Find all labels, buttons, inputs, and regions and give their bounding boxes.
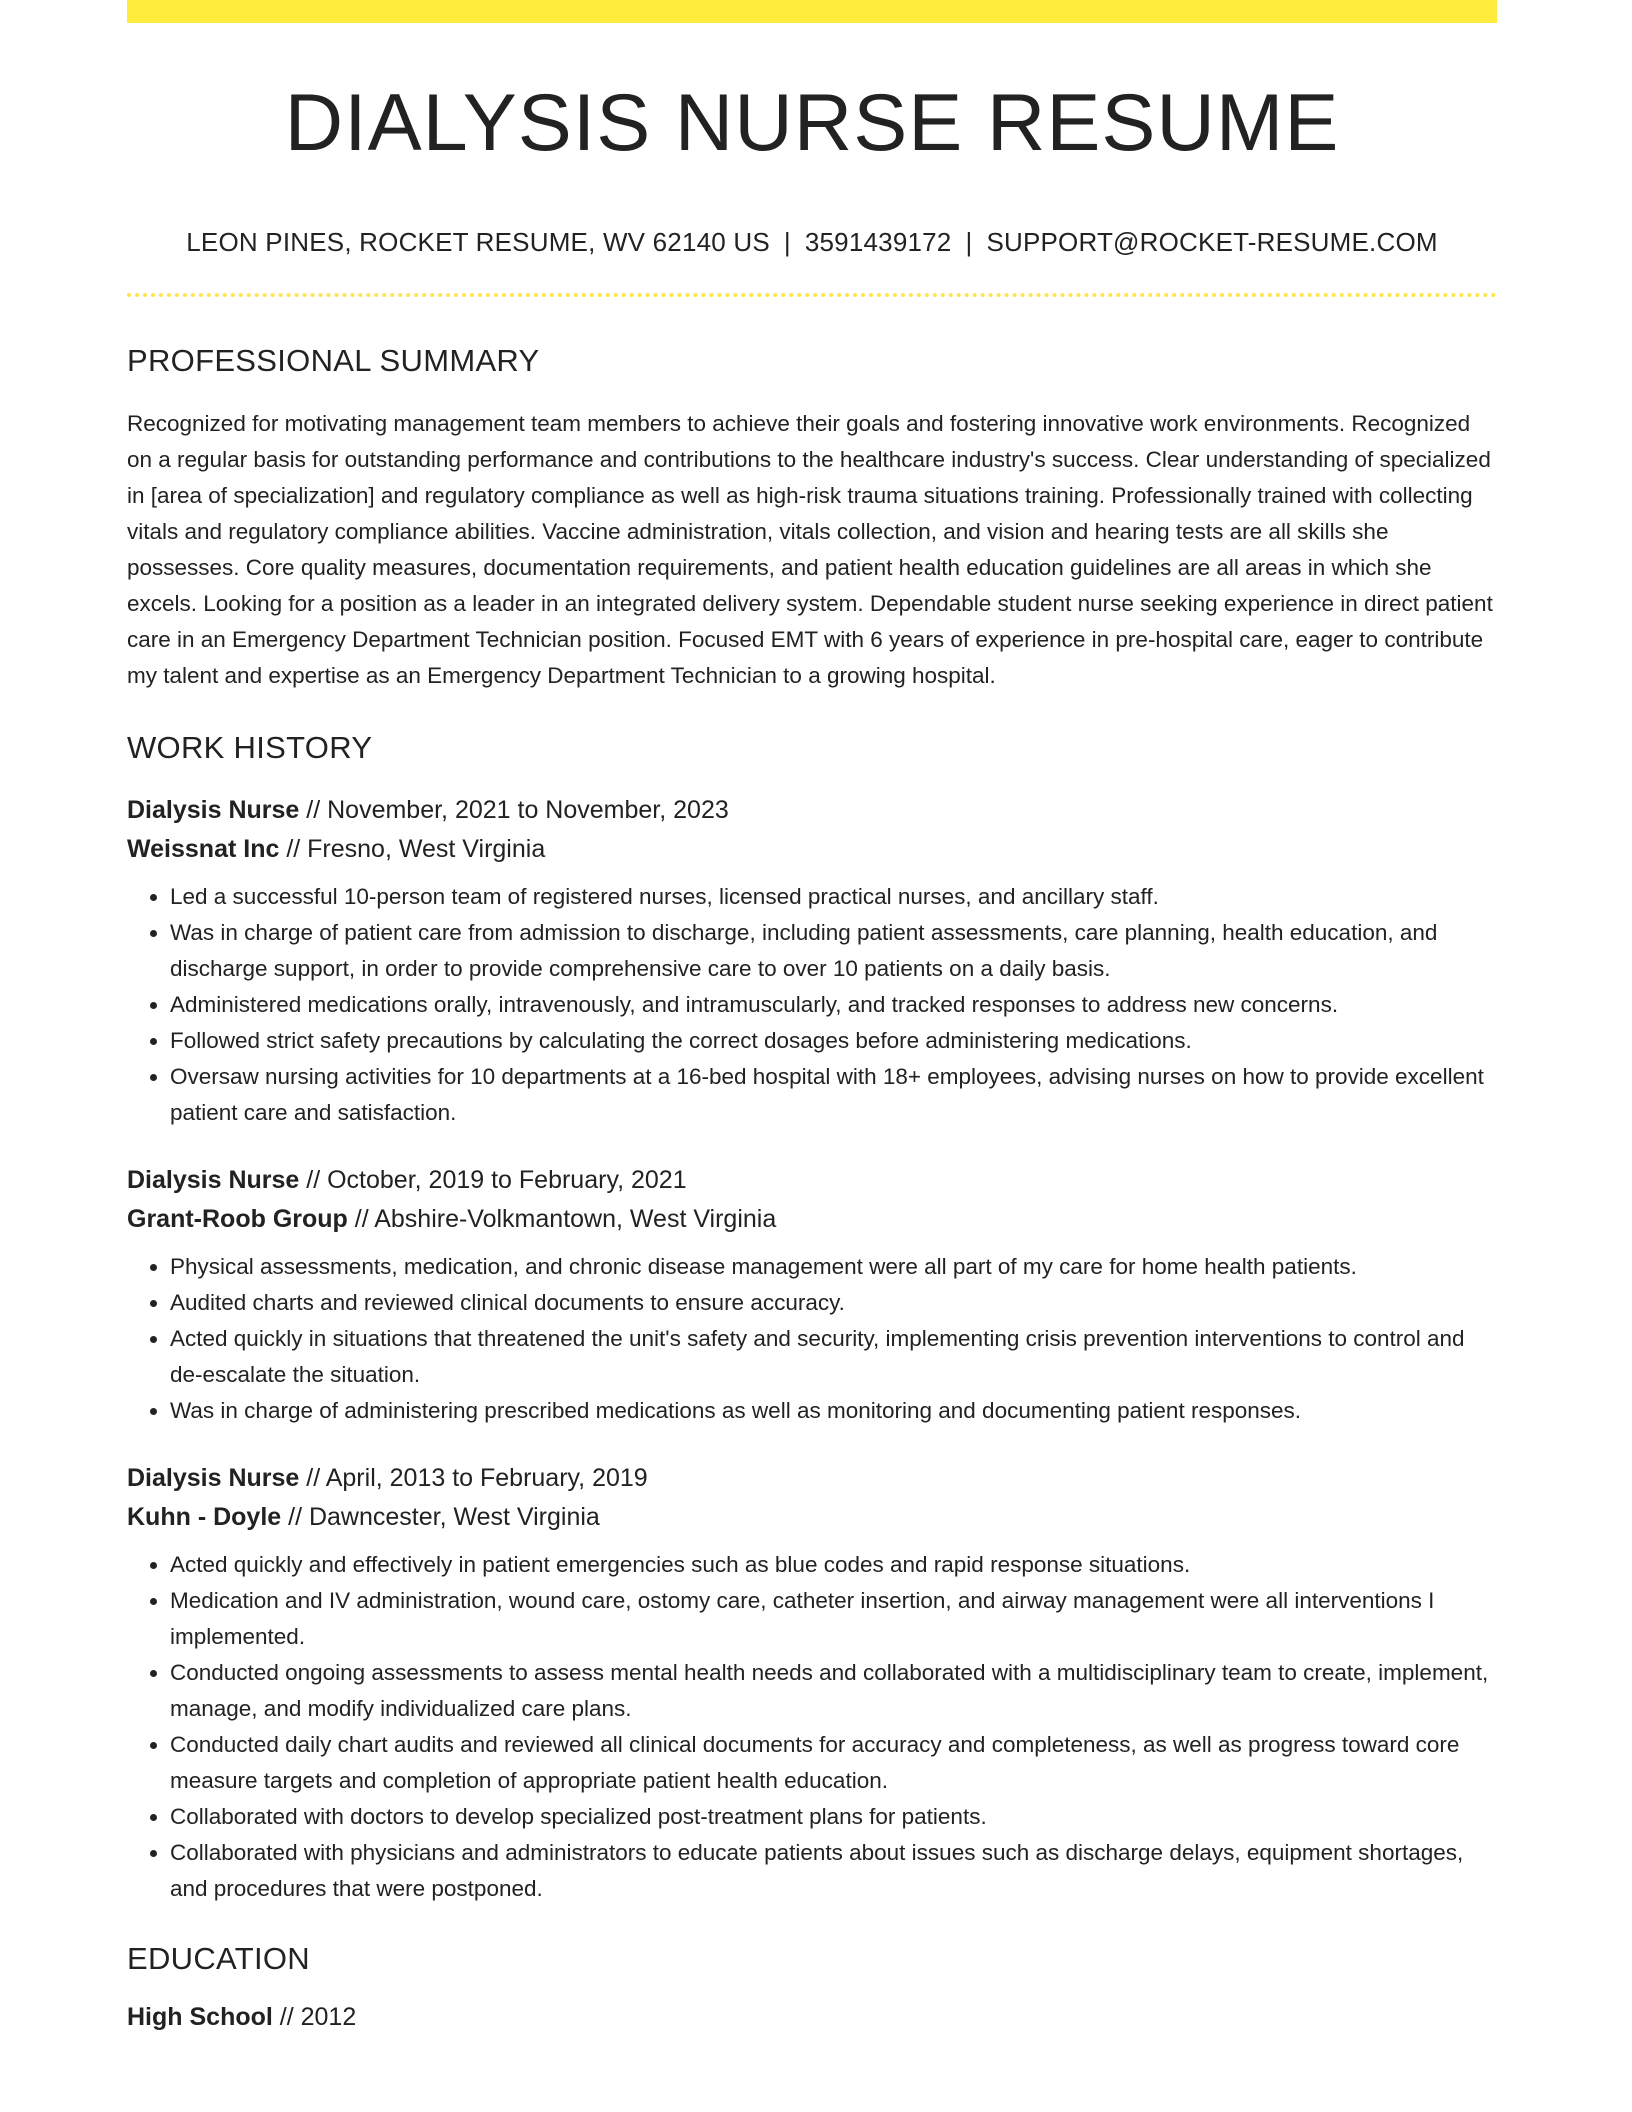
job-entry [127, 1459, 1497, 1907]
education-heading: EDUCATION [127, 1941, 310, 1976]
job-duty: • Oversaw nursing activities for 10 departments at a 16-bed hospital with 18+ employees, advising nurses on how to provide excellent patient care and satisfaction. [170, 1059, 1497, 1131]
job-title-line [127, 791, 1497, 830]
job-title: Dialysis Nurse [127, 796, 300, 824]
job-duty: • Conducted daily chart audits and reviewed all clinical documents for accuracy and completeness, as well as progress toward core measure targets and completion of appropriate patient health education. [170, 1727, 1497, 1799]
job-dates: // April, 2013 to February, 2019 [299, 1464, 648, 1492]
job-entry [127, 791, 1497, 1131]
job-duty: • Conducted ongoing assessments to assess mental health needs and collaborated with a multidisciplinary team to create, implement, manage, and modify individualized care plans. [170, 1655, 1497, 1727]
resume-title: DIALYSIS NURSE RESUME [284, 78, 1340, 168]
work-history-heading: WORK HISTORY [127, 730, 373, 765]
job-duty: • Audited charts and reviewed clinical documents to ensure accuracy. [170, 1285, 1497, 1321]
job-duty: • Acted quickly and effectively in patient emergencies such as blue codes and rapid response situations. [170, 1547, 1497, 1583]
job-company-line [127, 1200, 1497, 1239]
contact-line [127, 229, 1497, 255]
job-location: // Abshire-Volkmantown, West Virginia [347, 1205, 777, 1233]
job-duty: • Physical assessments, medication, and chronic disease management were all part of my care for home health patients. [170, 1249, 1497, 1285]
job-duty: • Followed strict safety precautions by calculating the correct dosages before administering medications. [170, 1023, 1497, 1059]
education-school: High School [127, 2003, 273, 2031]
job-duty: • Was in charge of patient care from admission to discharge, including patient assessments, care planning, health education, and discharge support, in order to provide comprehensive care to over 10 patients on a daily basis. [170, 915, 1497, 987]
job-duties-list [127, 879, 1497, 1131]
education-entry [127, 1998, 1497, 2037]
job-dates: // October, 2019 to February, 2021 [299, 1166, 687, 1194]
job-duty: • Collaborated with doctors to develop specialized post-treatment plans for patients. [170, 1799, 1497, 1835]
education-year: // 2012 [272, 2003, 357, 2031]
job-location: // Dawncester, West Virginia [281, 1503, 600, 1531]
job-title-line [127, 1161, 1497, 1200]
job-company-line [127, 830, 1497, 869]
job-title-line [127, 1459, 1497, 1498]
job-company-line [127, 1498, 1497, 1537]
dotted-divider [127, 293, 1497, 297]
top-accent-bar [127, 0, 1497, 23]
summary-text: Recognized for motivating management team members to achieve their goals and fostering innovative work environments. Recognized on a regular basis for outstanding performance and contributions to the healthcare industry's success. Clear understanding of specialized in [area of specialization] and regulatory compliance as well as high-risk trauma situations training. Professionally trained with collecting vitals and regulatory compliance abilities. Vaccine administration, vitals collection, and vision and hearing tests are all skills she possesses. Core quality measures, documentation requirements, and patient health education guidelines are all areas in which she excels. Looking for a position as a leader in an integrated delivery system. Dependable student nurse seeking experience in direct patient care in an Emergency Department Technician position. Focused EMT with 6 years of experience in pre-hospital care, eager to contribute my talent and expertise as an Emergency Department Technician to a growing hospital. [127, 411, 1493, 688]
job-duty: • Collaborated with physicians and administrators to educate patients about issues such as discharge delays, equipment shortages, and procedures that were postponed. [170, 1835, 1497, 1907]
job-title: Dialysis Nurse [127, 1166, 300, 1194]
job-dates: // November, 2021 to November, 2023 [299, 796, 729, 824]
job-location: // Fresno, West Virginia [279, 835, 546, 863]
job-duty: • Administered medications orally, intravenously, and intramuscularly, and tracked responses to address new concerns. [170, 987, 1497, 1023]
job-duty: • Acted quickly in situations that threatened the unit's safety and security, implementing crisis prevention interventions to control and de-escalate the situation. [170, 1321, 1497, 1393]
resume-page [127, 0, 1497, 2037]
job-duty: • Was in charge of administering prescribed medications as well as monitoring and documenting patient responses. [170, 1393, 1497, 1429]
job-company: Weissnat Inc [127, 835, 280, 863]
contact-phone: 3591439172 [804, 227, 952, 257]
contact-separator: | [965, 227, 973, 257]
job-duties-list [127, 1547, 1497, 1907]
contact-address: LEON PINES, ROCKET RESUME, WV 62140 US [186, 227, 770, 257]
job-duty: • Medication and IV administration, wound care, ostomy care, catheter insertion, and airway management were all interventions I implemented. [170, 1583, 1497, 1655]
job-duty: • Led a successful 10-person team of registered nurses, licensed practical nurses, and ancillary staff. [170, 879, 1497, 915]
job-title: Dialysis Nurse [127, 1464, 300, 1492]
contact-email: SUPPORT@ROCKET-RESUME.COM [986, 227, 1438, 257]
job-duties-list [127, 1249, 1497, 1429]
job-company: Grant-Roob Group [127, 1205, 348, 1233]
summary-heading: PROFESSIONAL SUMMARY [127, 343, 540, 378]
job-entry [127, 1161, 1497, 1429]
contact-separator: | [783, 227, 791, 257]
job-company: Kuhn - Doyle [127, 1503, 282, 1531]
